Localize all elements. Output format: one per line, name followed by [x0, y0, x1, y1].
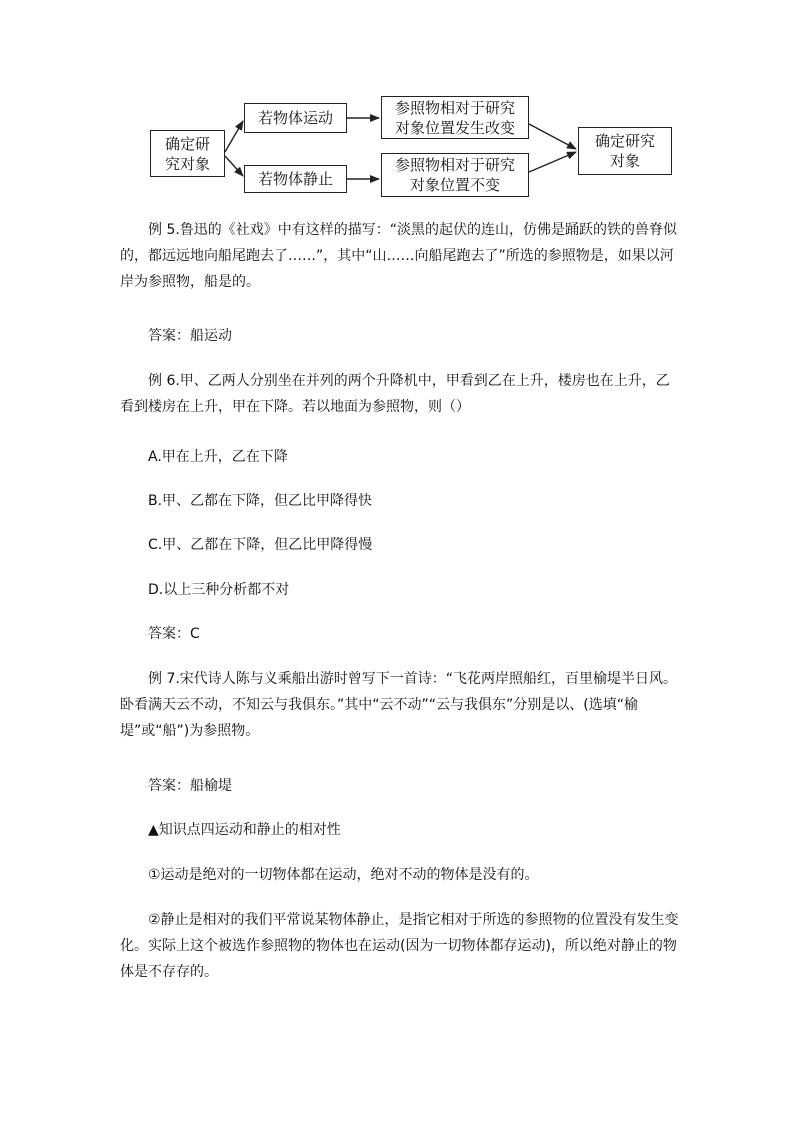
- arrow-static-end: [529, 152, 576, 172]
- option-d: D.以上三种分析都不对: [148, 582, 290, 598]
- result-moving-box: [381, 96, 529, 139]
- result-moving-line-2: 对象位置发生改变: [394, 118, 515, 137]
- end-box-line-1: 确定研究: [594, 132, 655, 150]
- example-6-answer: 答案：C: [148, 626, 200, 642]
- flow-diagram: [0, 0, 794, 210]
- start-box-line-1: 确定研: [164, 134, 210, 153]
- start-box-line-2: 究对象: [164, 154, 210, 173]
- rest-relative-text: ②静止是相对的我们平常说某物体静止，是指它相对于所选的参照物的位置没有发生变化。实际上这个被选作参照物的物体也在运动(因为一切物体都存运动)，所以绝对静止的物体是不存存的。: [120, 912, 679, 980]
- option-c: C.甲、乙都在下降，但乙比甲降得慢: [148, 537, 373, 553]
- knowledge-point-heading: ▲知识点四运动和静止的相对性: [148, 822, 341, 838]
- case-static-box: [244, 165, 347, 193]
- option-a: A.甲在上升，乙在下降: [148, 449, 288, 465]
- arrow-to-static: [225, 156, 243, 176]
- case-moving-box: [244, 103, 347, 133]
- result-static-line-2: 对象位置不变: [409, 176, 500, 194]
- example-6-question: 例 6.甲、乙两人分别坐在并列的两个升降机中，甲看到乙在上升，楼房也在上升，乙看到楼房在上升，甲在下降。若以地面为参照物，则（）: [120, 373, 670, 415]
- end-box: [578, 127, 672, 175]
- end-box-line-2: 对象: [609, 152, 640, 170]
- option-b: B.甲、乙都在下降，但乙比甲降得快: [148, 493, 373, 509]
- arrow-to-moving: [225, 121, 243, 152]
- result-static-box: [381, 153, 529, 197]
- arrow-moving-end: [529, 124, 576, 149]
- start-box: [150, 130, 225, 177]
- result-moving-line-1: 参照物相对于研究: [394, 98, 515, 117]
- case-static-label: 若物体静止: [257, 170, 333, 188]
- case-moving-label: 若物体运动: [257, 109, 333, 127]
- example-7-answer: 答案：船榆堤: [148, 778, 232, 794]
- motion-absolute-text: ①运动是绝对的一切物体都在运动，绝对不动的物体是没有的。: [148, 867, 539, 883]
- result-static-line-1: 参照物相对于研究: [394, 156, 515, 174]
- example-7-question: 例 7.宋代诗人陈与义乘船出游时曾写下一首诗：“飞花两岸照船红，百里榆堤半日风。卧看满天云不动，不知云与我俱东。”其中“云不动”“云与我俱东”分别是以、(选填“榆堤”或“船”)为参照物。: [120, 671, 678, 739]
- example-5-question: 例 5.鲁迅的《社戏》中有这样的描写：“淡黑的起伏的连山，仿佛是踊跃的铁的兽脊似的，都远远地向船尾跑去了……”，其中“山……向船尾跑去了”所选的参照物是，如果以河岸为参照物，船是的。: [120, 222, 678, 290]
- example-5-answer: 答案：船运动: [148, 328, 232, 344]
